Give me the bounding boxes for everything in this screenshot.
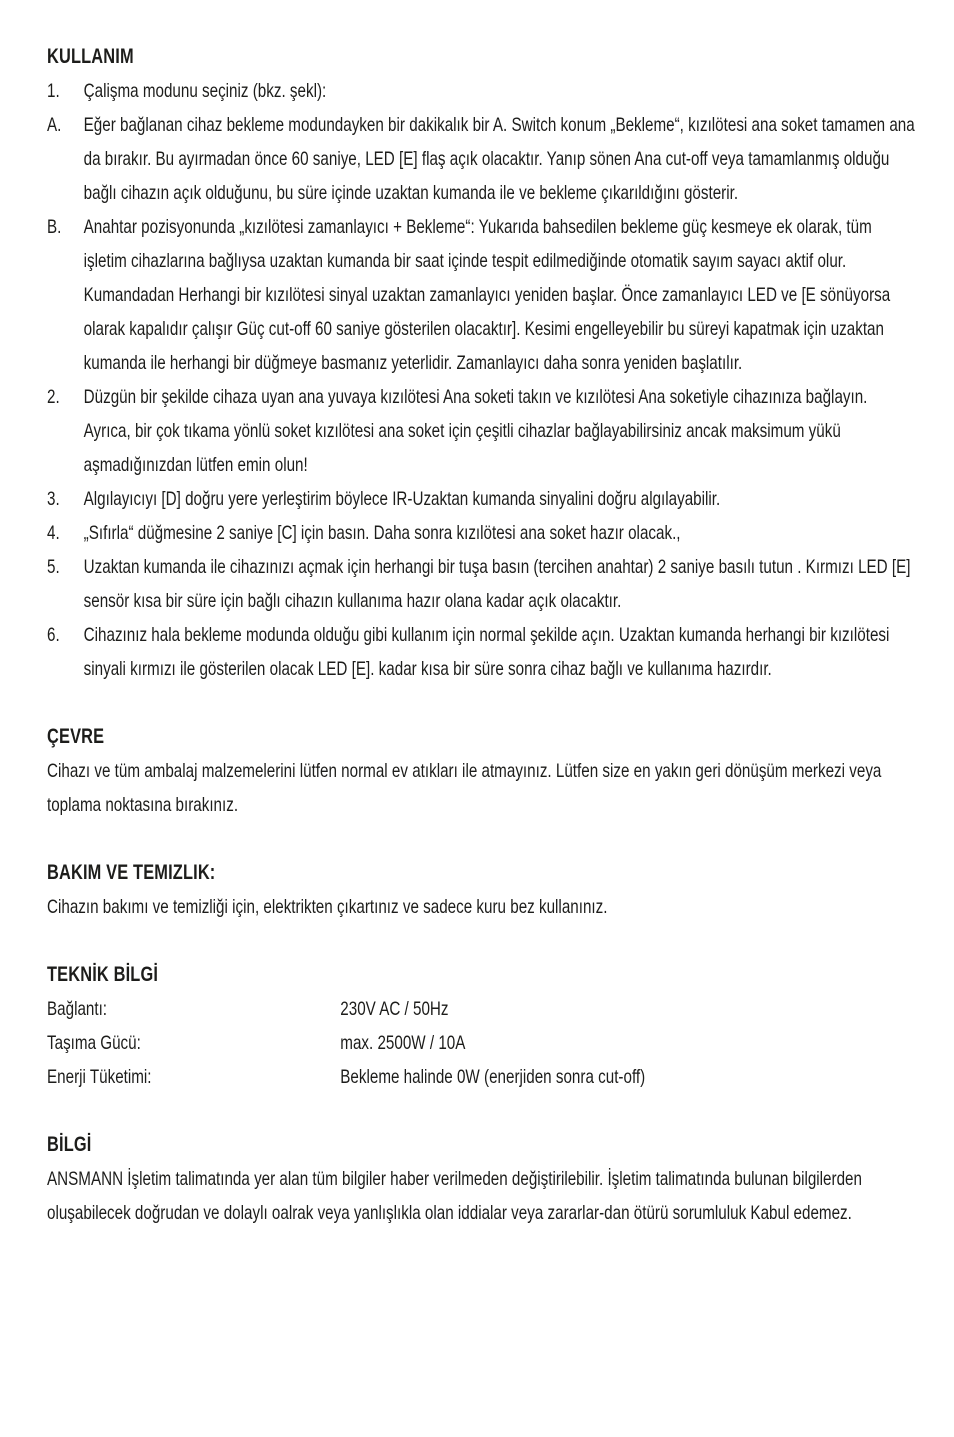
spec-value: Bekleme halinde 0W (enerjiden sonra cut-off)	[340, 1066, 646, 1088]
maintenance-section	[47, 856, 917, 924]
spec-row	[47, 1060, 917, 1094]
list-item-text: Çalişma modunu seçiniz (bkz. şekl):	[83, 80, 327, 102]
list-item	[47, 516, 917, 550]
usage-section	[47, 40, 917, 686]
info-section	[47, 1128, 917, 1230]
list-marker: 1.	[47, 80, 60, 102]
spec-label: Bağlantı:	[47, 998, 108, 1020]
list-item-text: „Sıfırla“ düğmesine 2 saniye [C] için basın. Daha sonra kızılötesi ana soket hazır olacak.,	[83, 522, 681, 544]
list-item	[47, 210, 917, 380]
info-heading: BİLGİ	[47, 1133, 92, 1156]
list-item-text: Eğer bağlanan cihaz bekleme modundayken bir dakikalık bir A. Switch konum „Bekleme“, kızılötesi ana soket tamamen ana da bırakır. Bu ayırmadan önce 60 saniye, LED [E] flaş açık olacaktır. Yanıp sönen Ana cut-off veya tamamlanmış olduğu bağlı cihazın açık olduğunu, bu süre içinde uzaktan kumanda ile ve bekleme çıkarıldığını gösterir.	[83, 114, 915, 204]
list-item	[47, 380, 917, 482]
spec-row	[47, 1026, 917, 1060]
document-page	[47, 40, 917, 1230]
spec-value: 230V AC / 50Hz	[340, 998, 449, 1020]
list-item	[47, 108, 917, 210]
list-marker: A.	[47, 114, 62, 136]
list-item	[47, 550, 917, 618]
list-item-text: Anahtar pozisyonunda „kızılötesi zamanlayıcı + Bekleme“: Yukarıda bahsedilen bekleme güç kesmeye ek olarak, tüm işletim cihazlarına bağlıysa uzaktan kumanda bir saat içinde tespit edilmediğinde otomatik sayım sayacı aktif olur. Kumandadan Herhangi bir kızılötesi sinyal uzaktan zamanlayıcı yeniden başlar. Önce zamanlayıcı LED ve [E sönüyorsa olarak kapalıdır çalışır Güç cut-off 60 saniye gösterilen olacaktır]. Kesimi engelleyebilir bu süreyi kapatmak için uzaktan kumanda ile herhangi bir düğmeye basmanız yeterlidir. Zamanlayıcı daha sonra yeniden başlatılır.	[83, 216, 891, 374]
environment-section	[47, 720, 917, 822]
list-marker: 5.	[47, 556, 60, 578]
maintenance-text: Cihazın bakımı ve temizliği için, elektrikten çıkartınız ve sadece kuru bez kullanınız.	[47, 896, 608, 918]
environment-heading: ÇEVRE	[47, 725, 105, 748]
list-item-text: Uzaktan kumanda ile cihazınızı açmak için herhangi bir tuşa basın (tercihen anahtar) 2 saniye basılı tutun . Kırmızı LED [E] sensör kısa bir süre için bağlı cihazın kullanıma hazır olana kadar açık olacaktır.	[83, 556, 911, 612]
technical-heading: TEKNİK BİLGİ	[47, 963, 159, 986]
list-marker: 2.	[47, 386, 60, 408]
maintenance-heading: BAKIM VE TEMIZLIK:	[47, 861, 216, 884]
spec-label: Enerji Tüketimi:	[47, 1066, 152, 1088]
list-marker: 4.	[47, 522, 60, 544]
list-item	[47, 74, 917, 108]
technical-section	[47, 958, 917, 1094]
environment-text: Cihazı ve tüm ambalaj malzemelerini lütfen normal ev atıkları ile atmayınız. Lütfen size en yakın geri dönüşüm merkezi veya toplama noktasına bırakınız.	[47, 760, 882, 816]
list-item	[47, 618, 917, 686]
spec-value: max. 2500W / 10A	[340, 1032, 466, 1054]
list-item	[47, 482, 917, 516]
spec-label: Taşıma Gücü:	[47, 1032, 141, 1054]
spec-row	[47, 992, 917, 1026]
list-item-text: Algılayıcıyı [D] doğru yere yerleştirim böylece IR-Uzaktan kumanda sinyalini doğru algılayabilir.	[83, 488, 721, 510]
list-item-text: Cihazınız hala bekleme modunda olduğu gibi kullanım için normal şekilde açın. Uzaktan kumanda herhangi bir kızılötesi sinyali kırmızı ile gösterilen olacak LED [E]. kadar kısa bir süre sonra cihaz bağlı ve kullanıma hazırdır.	[83, 624, 890, 680]
usage-heading: KULLANIM	[47, 45, 134, 68]
info-text: ANSMANN İşletim talimatında yer alan tüm bilgiler haber verilmeden değiştirilebilir. İşletim talimatında bulunan bilgilerden oluşabilecek doğrudan ve dolaylı oalrak veya yanlışlıkla olan iddialar veya zararlar-dan ötürü sorumluluk Kabul edemez.	[47, 1168, 862, 1224]
usage-list	[47, 74, 917, 686]
list-item-text: Düzgün bir şekilde cihaza uyan ana yuvaya kızılötesi Ana soketi takın ve kızılötesi Ana soketiyle cihazınıza bağlayın. Ayrıca, bir çok tıkama yönlü soket kızılötesi ana soket için çeşitli cihazlar bağlayabilirsiniz ancak maksimum yükü aşmadığınızdan lütfen emin olun!	[83, 386, 868, 476]
list-marker: 3.	[47, 488, 60, 510]
list-marker: 6.	[47, 624, 60, 646]
list-marker: B.	[47, 216, 62, 238]
